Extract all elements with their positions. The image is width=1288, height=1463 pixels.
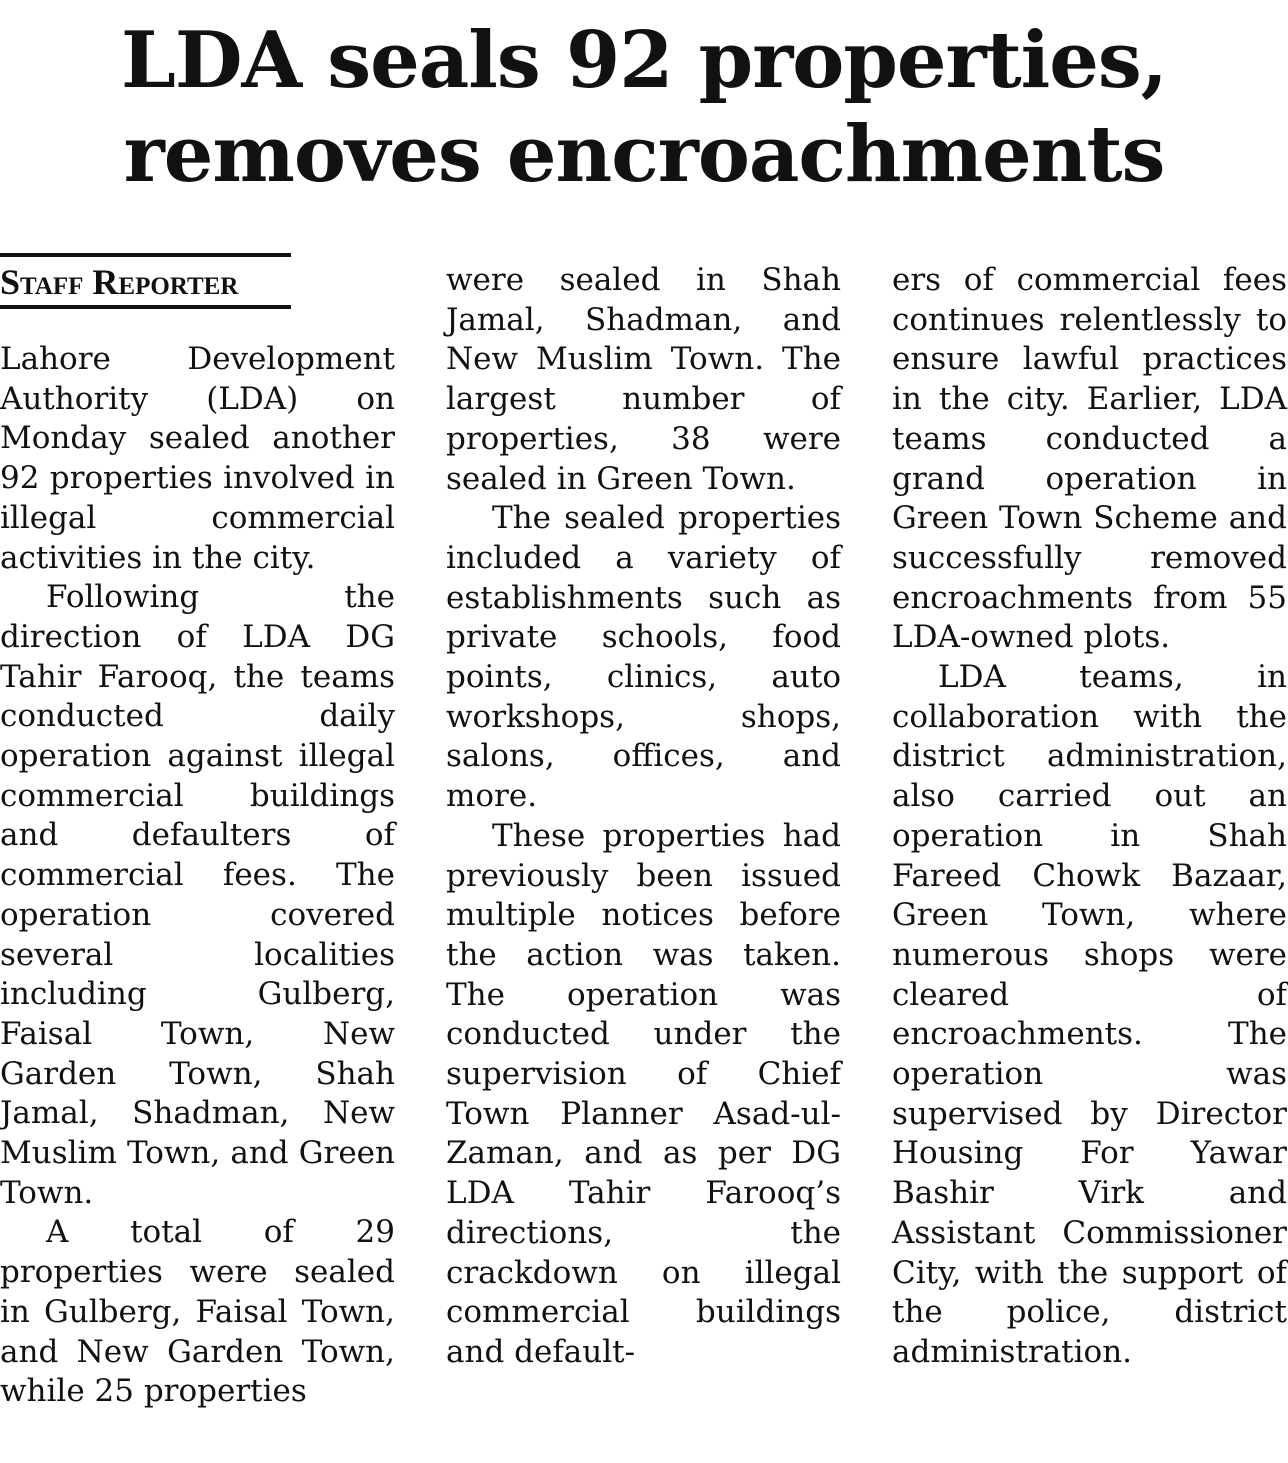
paragraph: The sealed properties included a variety of establishments such as private schools, food points, clinics, auto workshops, shops, salons, offices, and more.: [446, 500, 841, 815]
headline-line-1: LDA seals 92 properties,: [121, 15, 1167, 106]
paragraph: These properties had previously been issued multiple notices before the action was taken. The operation was conducted under the supervision of Chief Town Planner Asad-ul-Zaman, and as per DG LDA Tahir Farooq’s directions, the crackdown on illegal commercial buildings and default-: [446, 817, 841, 1370]
headline-line-2: removes encroachments: [123, 109, 1165, 200]
paragraph: ers of commercial fees continues relentlessly to ensure lawful practices in the city. Earlier, LDA teams conducted a grand operation in Green Town Scheme and successfully removed encroachments from 55 LDA-owned plots.: [892, 262, 1287, 656]
paragraph: Lahore Development Authority (LDA) on Monday sealed another 92 properties involved in illegal commercial activities in the city.: [0, 341, 395, 576]
paragraph: A total of 29 properties were sealed in Gulberg, Faisal Town, and New Garden Town, while 25 properties: [0, 1214, 395, 1410]
paragraph: Following the direction of LDA DG Tahir Farooq, the teams conducted daily operation against illegal commercial buildings and defaulters of commercial fees. The operation covered several localities including Gulberg, Faisal Town, New Garden Town, Shah Jamal, Shadman, New Muslim Town, and Green Town.: [0, 579, 395, 1211]
article-column-2: [446, 261, 841, 1373]
byline: Staff Reporter: [0, 262, 239, 302]
byline-box: [0, 253, 291, 309]
article-column-1: [0, 340, 395, 1412]
paragraph: LDA teams, in collaboration with the district administration, also carried out an operation in Shah Fareed Chowk Bazaar, Green Town, where numerous shops were cleared of encroachments. The operation was supervised by Director Housing For Yawar Bashir Virk and Assistant Commissioner City, with the support of the police, district administration.: [892, 659, 1287, 1370]
article-column-3: [892, 261, 1287, 1373]
headline: [0, 14, 1288, 202]
paragraph: were sealed in Shah Jamal, Shadman, and New Muslim Town. The largest number of properties, 38 were sealed in Green Town.: [446, 262, 841, 497]
